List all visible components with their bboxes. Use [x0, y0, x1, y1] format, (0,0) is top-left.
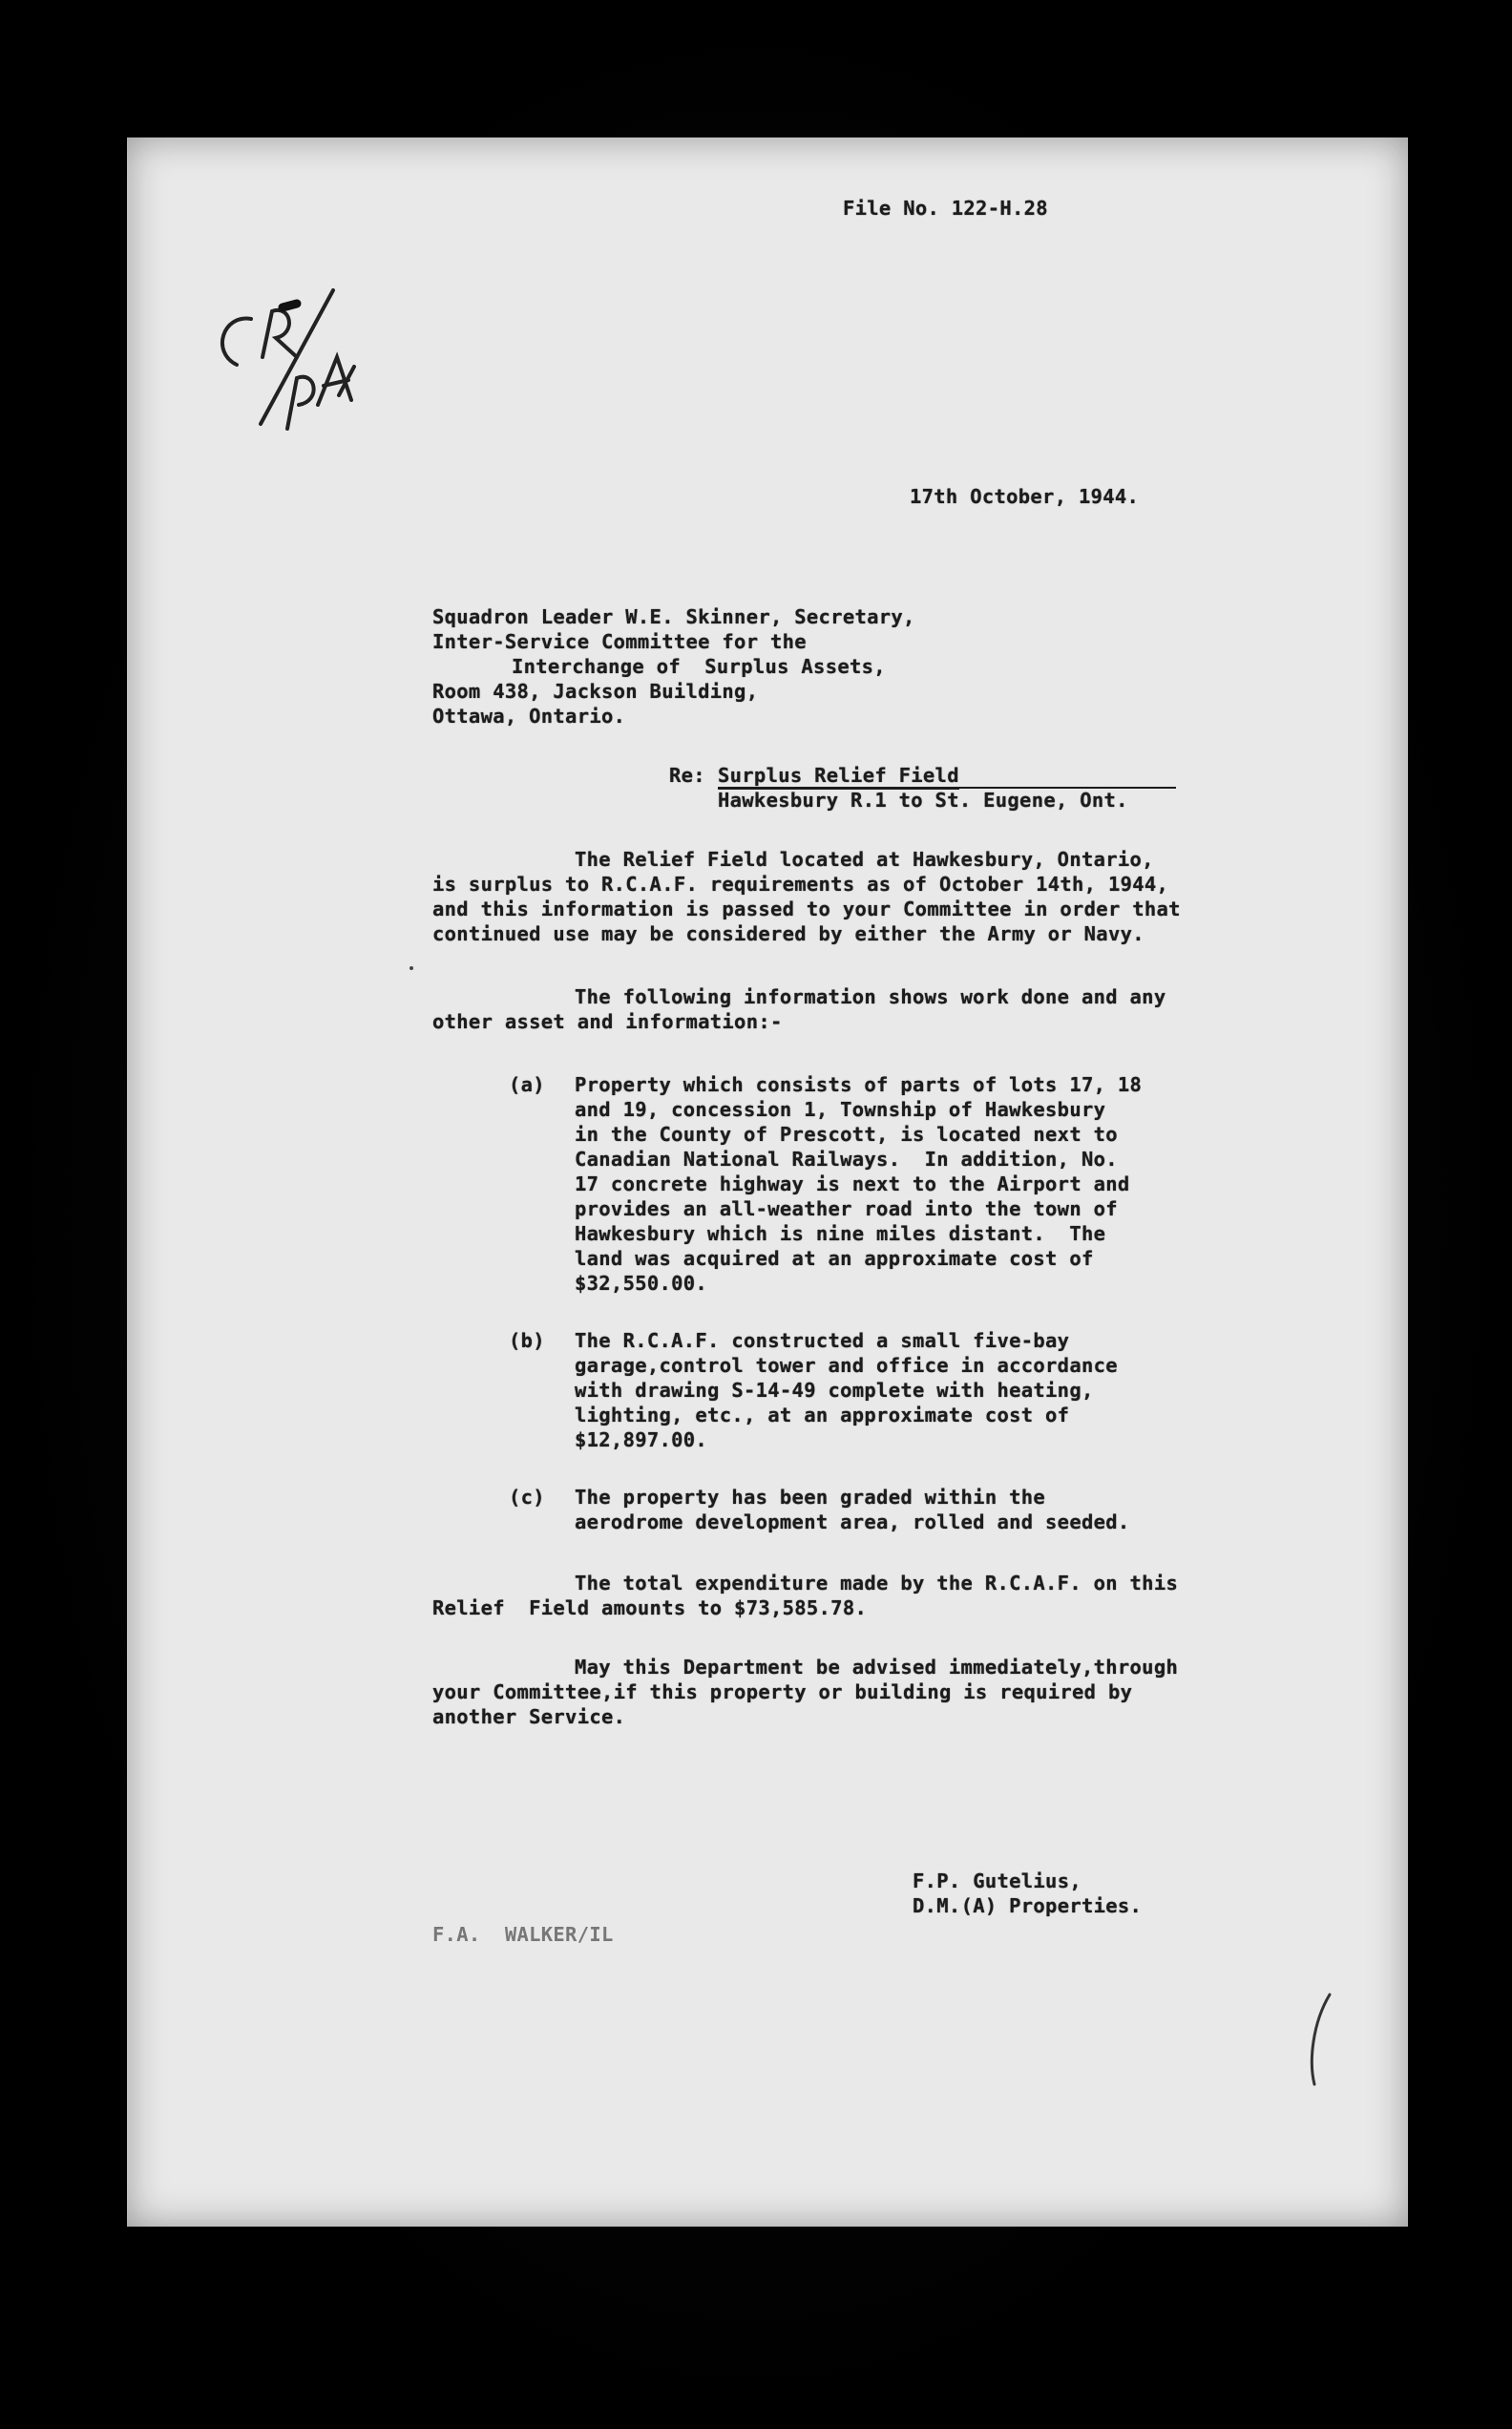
letter-page [127, 137, 1408, 2227]
item-b-line: with drawing S-14-49 complete with heating, [575, 1379, 1094, 1402]
item-a-line: land was acquired at an approximate cost of [575, 1247, 1094, 1270]
item-a-line: Canadian National Railways. In addition, No. [575, 1148, 1118, 1171]
stray-pen-mark [1301, 1985, 1339, 2090]
item-a-line: 17 concrete highway is next to the Airport and [575, 1172, 1130, 1195]
handwritten-annotation [184, 262, 394, 472]
body-line: another Service. [432, 1705, 626, 1728]
item-b-line: garage,control tower and office in accordance [575, 1354, 1118, 1377]
signature-title: D.M.(A) Properties. [913, 1894, 1143, 1917]
file-number: File No. 122-H.28 [843, 197, 1048, 220]
body-line: The total expenditure made by the R.C.A.F. on this [575, 1572, 1179, 1595]
item-b-line: The R.C.A.F. constructed a small five-bay [575, 1329, 1070, 1352]
item-c-label: (c) [509, 1486, 545, 1509]
item-a-line: in the County of Prescott, is located next to [575, 1123, 1118, 1146]
reference-initials: F.A. WALKER/IL [432, 1923, 614, 1946]
item-a-line: $32,550.00. [575, 1272, 708, 1295]
body-line: Relief Field amounts to $73,585.78. [432, 1596, 868, 1619]
letter-date: 17th October, 1944. [910, 485, 1140, 508]
body-line: May this Department be advised immediately,through [575, 1656, 1179, 1679]
stray-mark [410, 966, 413, 970]
item-b-line: lighting, etc., at an approximate cost of [575, 1404, 1070, 1426]
item-b-label: (b) [509, 1329, 545, 1352]
item-a-line: provides an all-weather road into the town of [575, 1197, 1118, 1220]
body-line: and this information is passed to your Committee in order that [432, 898, 1181, 920]
body-line: The following information shows work done and any [575, 985, 1166, 1008]
body-line: other asset and information:- [432, 1010, 783, 1033]
signature-name: F.P. Gutelius, [913, 1869, 1082, 1892]
addressee-line: Interchange of Surplus Assets, [512, 655, 886, 678]
item-a-label: (a) [509, 1073, 545, 1096]
body-line: is surplus to R.C.A.F. requirements as of October 14th, 1944, [432, 873, 1169, 896]
subject-line-1: Surplus Relief Field [718, 764, 959, 790]
addressee-line: Inter-Service Committee for the [432, 630, 807, 653]
addressee-line: Squadron Leader W.E. Skinner, Secretary, [432, 605, 915, 628]
subject-underline [718, 787, 1176, 789]
item-a-line: Hawkesbury which is nine miles distant. The [575, 1222, 1106, 1245]
subject-label: Re: [669, 764, 705, 787]
body-line: The Relief Field located at Hawkesbury, Ontario, [575, 848, 1154, 871]
body-line: continued use may be considered by either the Army or Navy. [432, 922, 1144, 945]
addressee-line: Ottawa, Ontario. [432, 705, 626, 728]
item-c-line: aerodrome development area, rolled and seeded. [575, 1510, 1130, 1533]
item-c-line: The property has been graded within the [575, 1486, 1046, 1509]
item-a-line: and 19, concession 1, Township of Hawkesbury [575, 1098, 1106, 1121]
item-a-line: Property which consists of parts of lots 17, 18 [575, 1073, 1143, 1096]
item-b-line: $12,897.00. [575, 1428, 708, 1451]
body-line: your Committee,if this property or building is required by [432, 1680, 1133, 1703]
addressee-line: Room 438, Jackson Building, [432, 680, 759, 703]
subject-line-2: Hawkesbury R.1 to St. Eugene, Ont. [718, 789, 1128, 812]
